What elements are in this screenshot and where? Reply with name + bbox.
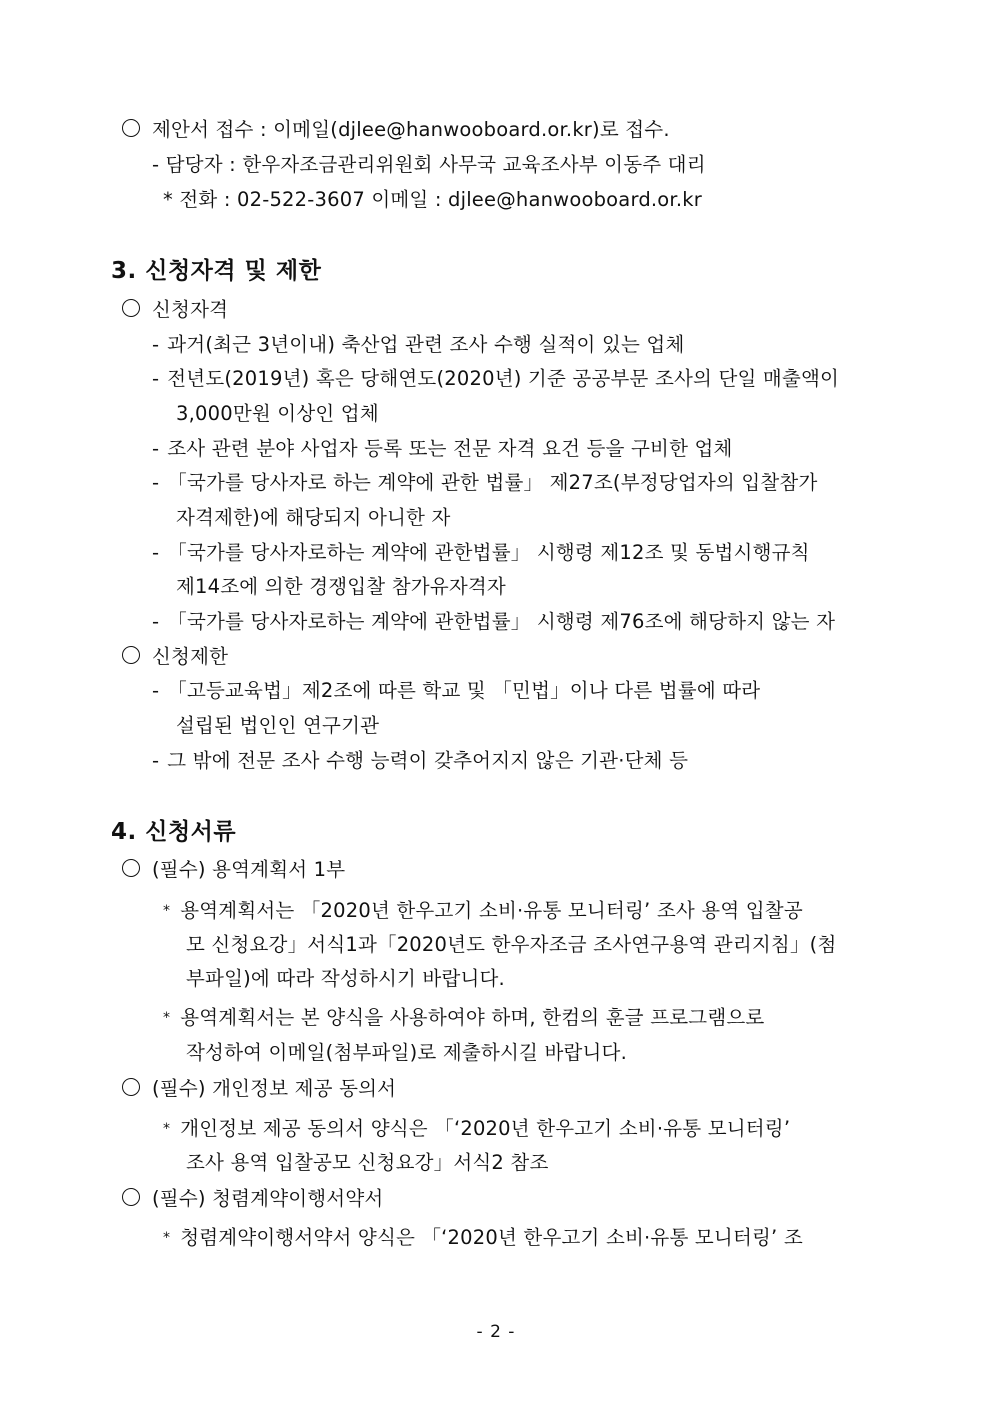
note-item-cont: 작성하여 이메일(첨부파일)로 제출하시길 바랍니다.	[186, 1041, 627, 1064]
note-item: * 용역계획서는 「2020년 한우고기 소비·유통 모니터링’ 조사 용역 입찰공	[163, 899, 803, 922]
list-item: - 「국가를 당사자로하는 계약에 관한법률」 시행령 제12조 및 동법시행규칙	[152, 541, 810, 564]
list-item: - 전년도(2019년) 혹은 당해연도(2020년) 기준 공공부문 조사의 단일 매출액이	[152, 367, 840, 390]
circle-bullet-icon	[122, 646, 140, 664]
circle-bullet-icon	[122, 299, 140, 317]
doc2-heading: (필수) 개인정보 제공 동의서	[122, 1076, 396, 1102]
note-item: * 청렴계약이행서약서 양식은 「‘2020년 한우고기 소비·유통 모니터링’ 조	[163, 1226, 803, 1249]
note-item-cont: 부파일)에 따라 작성하시기 바랍니다.	[186, 967, 505, 990]
list-item: - 그 밖에 전문 조사 수행 능력이 갖추어지지 않은 기관·단체 등	[152, 749, 689, 772]
submit-contact: - 담당자 : 한우자조금관리위원회 사무국 교육조사부 이동주 대리	[152, 153, 706, 176]
doc1-heading: (필수) 용역계획서 1부	[122, 857, 345, 883]
list-item-cont: 3,000만원 이상인 업체	[176, 402, 379, 425]
submit-bullet: 제안서 접수 : 이메일(djlee@hanwooboard.or.kr)로 접수.	[122, 117, 670, 143]
list-item: - 「국가를 당사자로하는 계약에 관한법률」 시행령 제76조에 해당하지 않는 자	[152, 610, 836, 633]
note-item: * 개인정보 제공 동의서 양식은 「‘2020년 한우고기 소비·유통 모니터링’	[163, 1117, 791, 1140]
restrict-heading: 신청제한	[122, 644, 228, 670]
submit-phone: * 전화 : 02-522-3607 이메일 : djlee@hanwooboard.or.kr	[163, 188, 702, 211]
list-item-cont: 자격제한)에 해당되지 아니한 자	[176, 506, 451, 529]
asterisk-icon: *	[163, 1121, 171, 1137]
circle-bullet-icon	[122, 1188, 140, 1206]
list-item: - 「국가를 당사자로 하는 계약에 관한 법률」 제27조(부정당업자의 입찰참가	[152, 471, 818, 494]
circle-bullet-icon	[122, 1078, 140, 1096]
list-item-cont: 제14조에 의한 경쟁입찰 참가유자격자	[176, 575, 506, 598]
asterisk-icon: *	[163, 1010, 171, 1026]
circle-bullet-icon	[122, 859, 140, 877]
section3-title: 3. 신청자격 및 제한	[111, 258, 322, 284]
asterisk-icon: *	[163, 1230, 171, 1246]
asterisk-icon: *	[163, 903, 171, 919]
list-item: - 조사 관련 분야 사업자 등록 또는 전문 자격 요건 등을 구비한 업체	[152, 437, 733, 460]
note-item: * 용역계획서는 본 양식을 사용하여야 하며, 한컴의 훈글 프로그램으로	[163, 1006, 765, 1029]
page-number: - 2 -	[476, 1322, 516, 1342]
section4-title: 4. 신청서류	[111, 819, 237, 845]
list-item: - 과거(최근 3년이내) 축산업 관련 조사 수행 실적이 있는 업체	[152, 333, 685, 356]
circle-bullet-icon	[122, 119, 140, 137]
doc3-heading: (필수) 청렴계약이행서약서	[122, 1186, 383, 1212]
list-item-cont: 설립된 법인인 연구기관	[176, 714, 380, 737]
note-item-cont: 모 신청요강」서식1과「2020년도 한우자조금 조사연구용역 관리지침」(첨	[186, 933, 837, 956]
qual-heading: 신청자격	[122, 297, 228, 323]
list-item: - 「고등교육법」제2조에 따른 학교 및 「민법」이나 다른 법률에 따라	[152, 679, 761, 702]
note-item-cont: 조사 용역 입찰공모 신청요강」서식2 참조	[186, 1151, 549, 1174]
